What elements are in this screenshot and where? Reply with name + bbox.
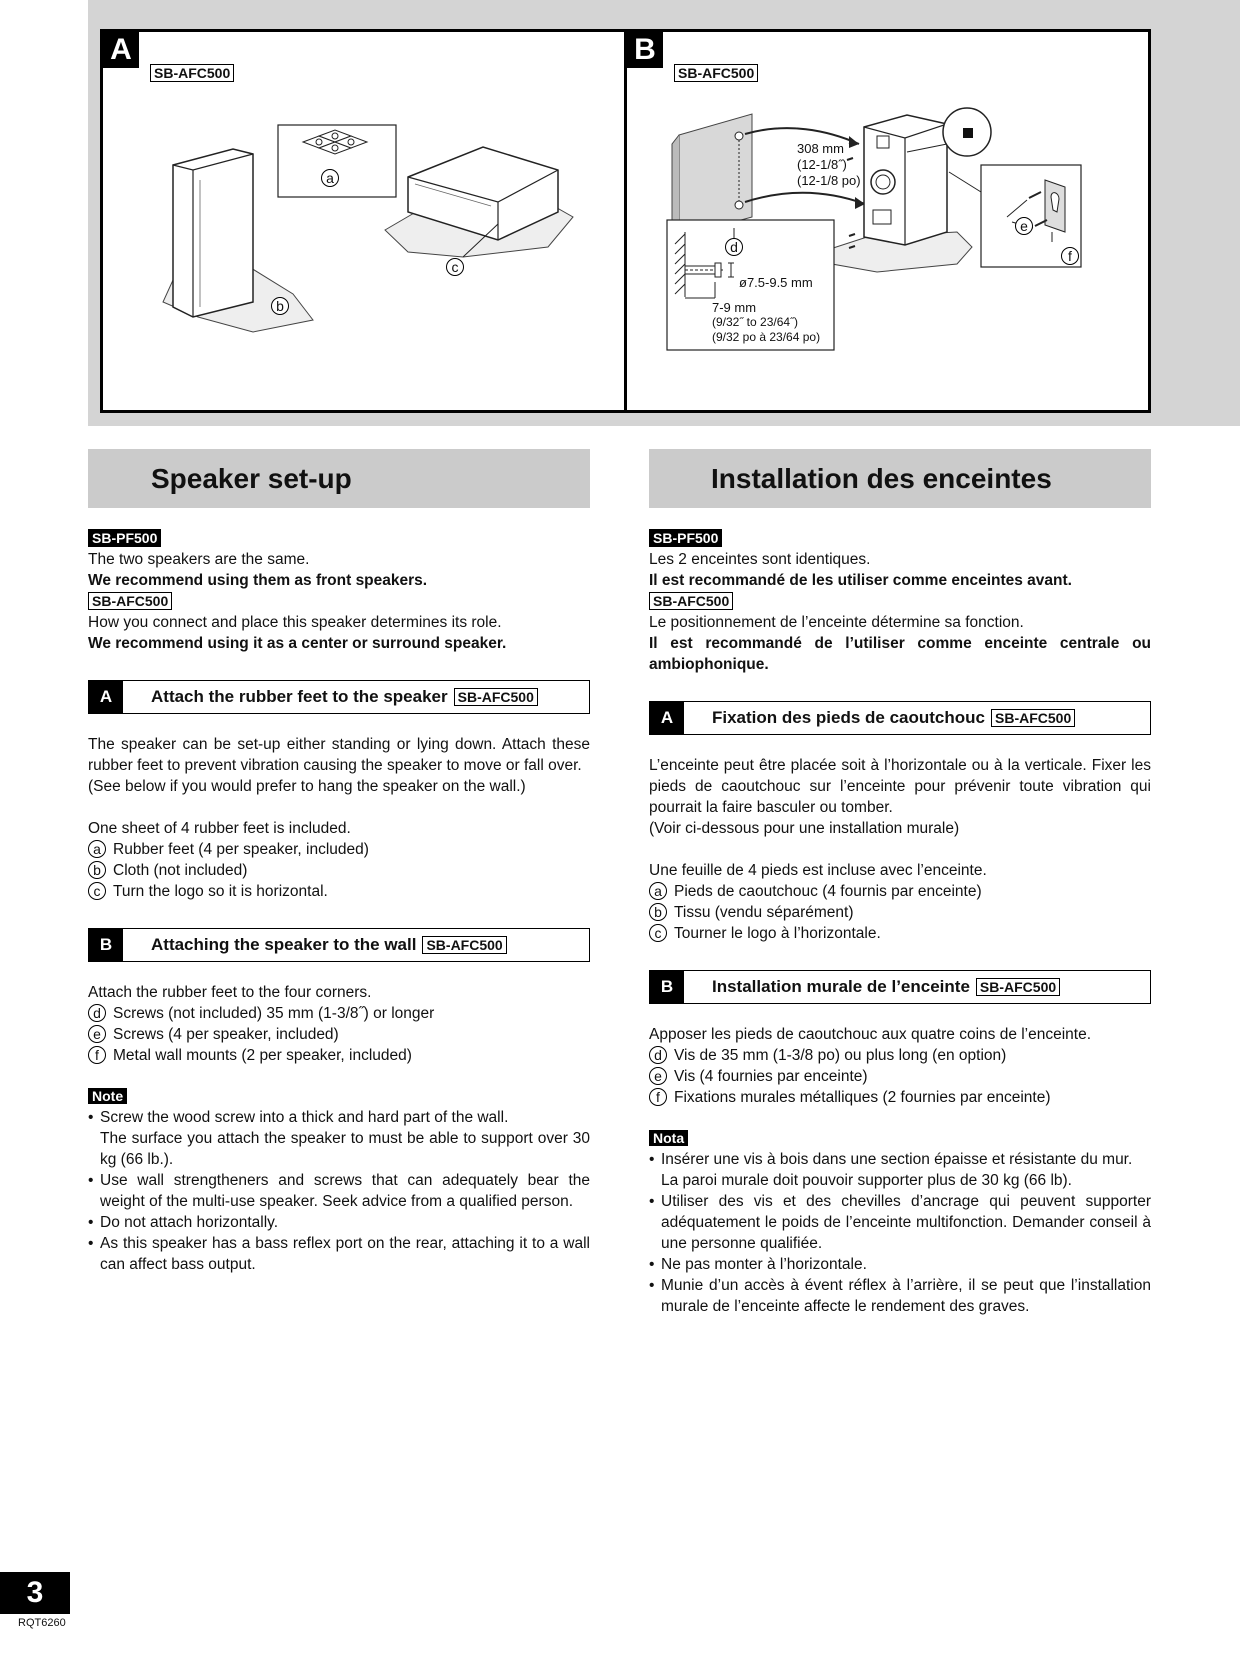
list-item: a Pieds de caoutchouc (4 fournis par enceinte) [649, 881, 1151, 902]
note-bullet: • Insérer une vis à bois dans une section épaisse et résistante du mur. La paroi murale doit pouvoir supporter plus de 30 kg (66 lb). [649, 1149, 1151, 1191]
subsection-b-fr: B Installation murale de l’enceinte SB-AFC500 [649, 970, 1151, 1004]
list-item: e Screws (4 per speaker, included) [88, 1024, 590, 1045]
model-tag: SB-PF500 [88, 529, 161, 547]
note-bullet: • As this speaker has a bass reflex port on the rear, attaching it to a wall can affect bass output. [88, 1233, 590, 1275]
intro-en: SB-PF500 The two speakers are the same. We recommend using them as front speakers. SB-AFC500 How you connect and place this speaker determines its role. We recommend using it as a center or surround speaker. A Attach the rubber feet to the speaker SB-AFC500 The speaker can be set-up either standing or lying down. Attach these rubber feet to prevent vibration causing the speaker to move or fall over. (See below if you would prefer to hang the speaker on the wall.) One sheet of 4 rubber feet is included. a Rubber feet (4 per speaker, included) b Cloth (not included) c Turn the logo so it is horizontal. B Attaching the speaker to the wall SB-AFC500 Attach the rubber feet to the four corners. d Screws (not included) 35 mm (1-3/8˝) or longer e Screws (4 per speaker, included) f Metal wall mounts (2 per speaker, included) Note • Screw the wood screw into a thick and hard part of the wall. The surface you attach the speaker to must be able to support over 30 kg (66 lb.). • Use wall strengtheners and screws that can adequately bear the weight of the multi-use speaker. Seek advice from a qualified person. • Do not attach horizontally. • As this speaker has a bass reflex port on the rear, attaching it to a wall can affect bass output. [88, 528, 590, 1275]
label-a: a [321, 169, 339, 187]
list-item: b Cloth (not included) [88, 860, 590, 881]
panel-a-letter: A [103, 32, 139, 68]
model-tag: SB-AFC500 [649, 592, 733, 610]
note-bullet: • Utiliser des vis et des chevilles d’ancrage qui peuvent supporter adéquatement le poids de l’enceinte multifonction. Demander conseil à une personne qualifiée. [649, 1191, 1151, 1254]
list-item: c Turn the logo so it is horizontal. [88, 881, 590, 902]
model-tag: SB-PF500 [649, 529, 722, 547]
note-label-en: Note [88, 1088, 127, 1104]
label-b: b [271, 297, 289, 315]
figure-panel-a [100, 29, 628, 413]
label-e: e [1015, 217, 1033, 235]
list-item: b Tissu (vendu séparément) [649, 902, 1151, 923]
note-bullet: • Do not attach horizontally. [88, 1212, 590, 1233]
hole-diameter: ø7.5-9.5 mm [739, 275, 813, 290]
screw-depth: 7-9 mm (9/32˝ to 23/64˝) (9/32 po à 23/64 po) [712, 300, 821, 344]
note-bullet: • Munie d’un accès à évent réflex à l’arrière, il se peut que l’installation murale de l’enceinte affecte le rendement des graves. [649, 1275, 1151, 1317]
french-column [649, 449, 1151, 1317]
label-f: f [1061, 247, 1079, 265]
panel-b-letter: B [627, 32, 663, 68]
section-title-en: Speaker set-up [88, 449, 590, 508]
list-item: e Vis (4 fournies par enceinte) [649, 1066, 1151, 1087]
spacing-dimension: 308 mm (12-1/8˝) (12-1/8 po) [797, 141, 861, 188]
list-item: c Tourner le logo à l’horizontale. [649, 923, 1151, 944]
model-tag: SB-AFC500 [88, 592, 172, 610]
list-item: f Metal wall mounts (2 per speaker, included) [88, 1045, 590, 1066]
note-label-fr: Nota [649, 1130, 688, 1146]
subsection-a-en: A Attach the rubber feet to the speaker SB-AFC500 [88, 680, 590, 714]
english-column [88, 449, 590, 1275]
panel-b-model-tag: SB-AFC500 [674, 64, 758, 83]
list-item: d Screws (not included) 35 mm (1-3/8˝) or longer [88, 1003, 590, 1024]
subsection-a-fr: A Fixation des pieds de caoutchouc SB-AFC500 [649, 701, 1151, 735]
intro-fr: SB-PF500 Les 2 enceintes sont identiques. Il est recommandé de les utiliser comme enceintes avant. SB-AFC500 Le positionnement de l’enceinte détermine sa fonction. Il est recommandé de l’utiliser comme enceinte centrale ou ambiophonique. A Fixation des pieds de caoutchouc SB-AFC500 L’enceinte peut être placée soit à l’horizontale ou à la verticale. Fixer les pieds de caoutchouc sur l’enceinte pour prévenir toute vibration qui pourrait la faire basculer ou tomber. (Voir ci-dessous pour une installation murale) Une feuille de 4 pieds est incluse avec l’enceinte. a Pieds de caoutchouc (4 fournis par enceinte) b Tissu (vendu séparément) c Tourner le logo à l’horizontale. B Installation murale de l’enceinte SB-AFC500 Apposer les pieds de caoutchouc aux quatre coins de l’enceinte. d Vis de 35 mm (1-3/8 po) ou plus long (en option) e Vis (4 fournies par enceinte) f Fixations murales métalliques (2 fournies par enceinte) Nota • Insérer une vis à bois dans une section épaisse et résistante du mur. La paroi murale doit pouvoir supporter plus de 30 kg (66 lb). • Utiliser des vis et des chevilles d’ancrage qui peuvent supporter adéquatement le poids de l’enceinte multifonction. Demander conseil à une personne qualifiée. • Ne pas monter à l’horizontale. • Munie d’un accès à évent réflex à l’arrière, il se peut que l’installation murale de l’enceinte affecte le rendement des graves. [649, 528, 1151, 1317]
subsection-b-en: B Attaching the speaker to the wall SB-AFC500 [88, 928, 590, 962]
label-c: c [446, 258, 464, 276]
list-item: a Rubber feet (4 per speaker, included) [88, 839, 590, 860]
document-code: RQT6260 [18, 1617, 66, 1629]
note-bullet: • Ne pas monter à l’horizontale. [649, 1254, 1151, 1275]
panel-b-illustration [627, 32, 1148, 410]
panel-a-model-tag: SB-AFC500 [150, 64, 234, 83]
list-item: f Fixations murales métalliques (2 fournies par enceinte) [649, 1087, 1151, 1108]
panel-a-illustration [103, 32, 625, 410]
figure-panel-b [624, 29, 1151, 413]
note-bullet: • Screw the wood screw into a thick and hard part of the wall. The surface you attach the speaker to must be able to support over 30 kg (66 lb.). [88, 1107, 590, 1170]
page-number: 3 [0, 1572, 70, 1614]
note-bullet: • Use wall strengtheners and screws that can adequately bear the weight of the multi-use speaker. Seek advice from a qualified person. [88, 1170, 590, 1212]
label-d: d [725, 238, 743, 256]
section-title-fr: Installation des enceintes [649, 449, 1151, 508]
list-item: d Vis de 35 mm (1-3/8 po) ou plus long (en option) [649, 1045, 1151, 1066]
